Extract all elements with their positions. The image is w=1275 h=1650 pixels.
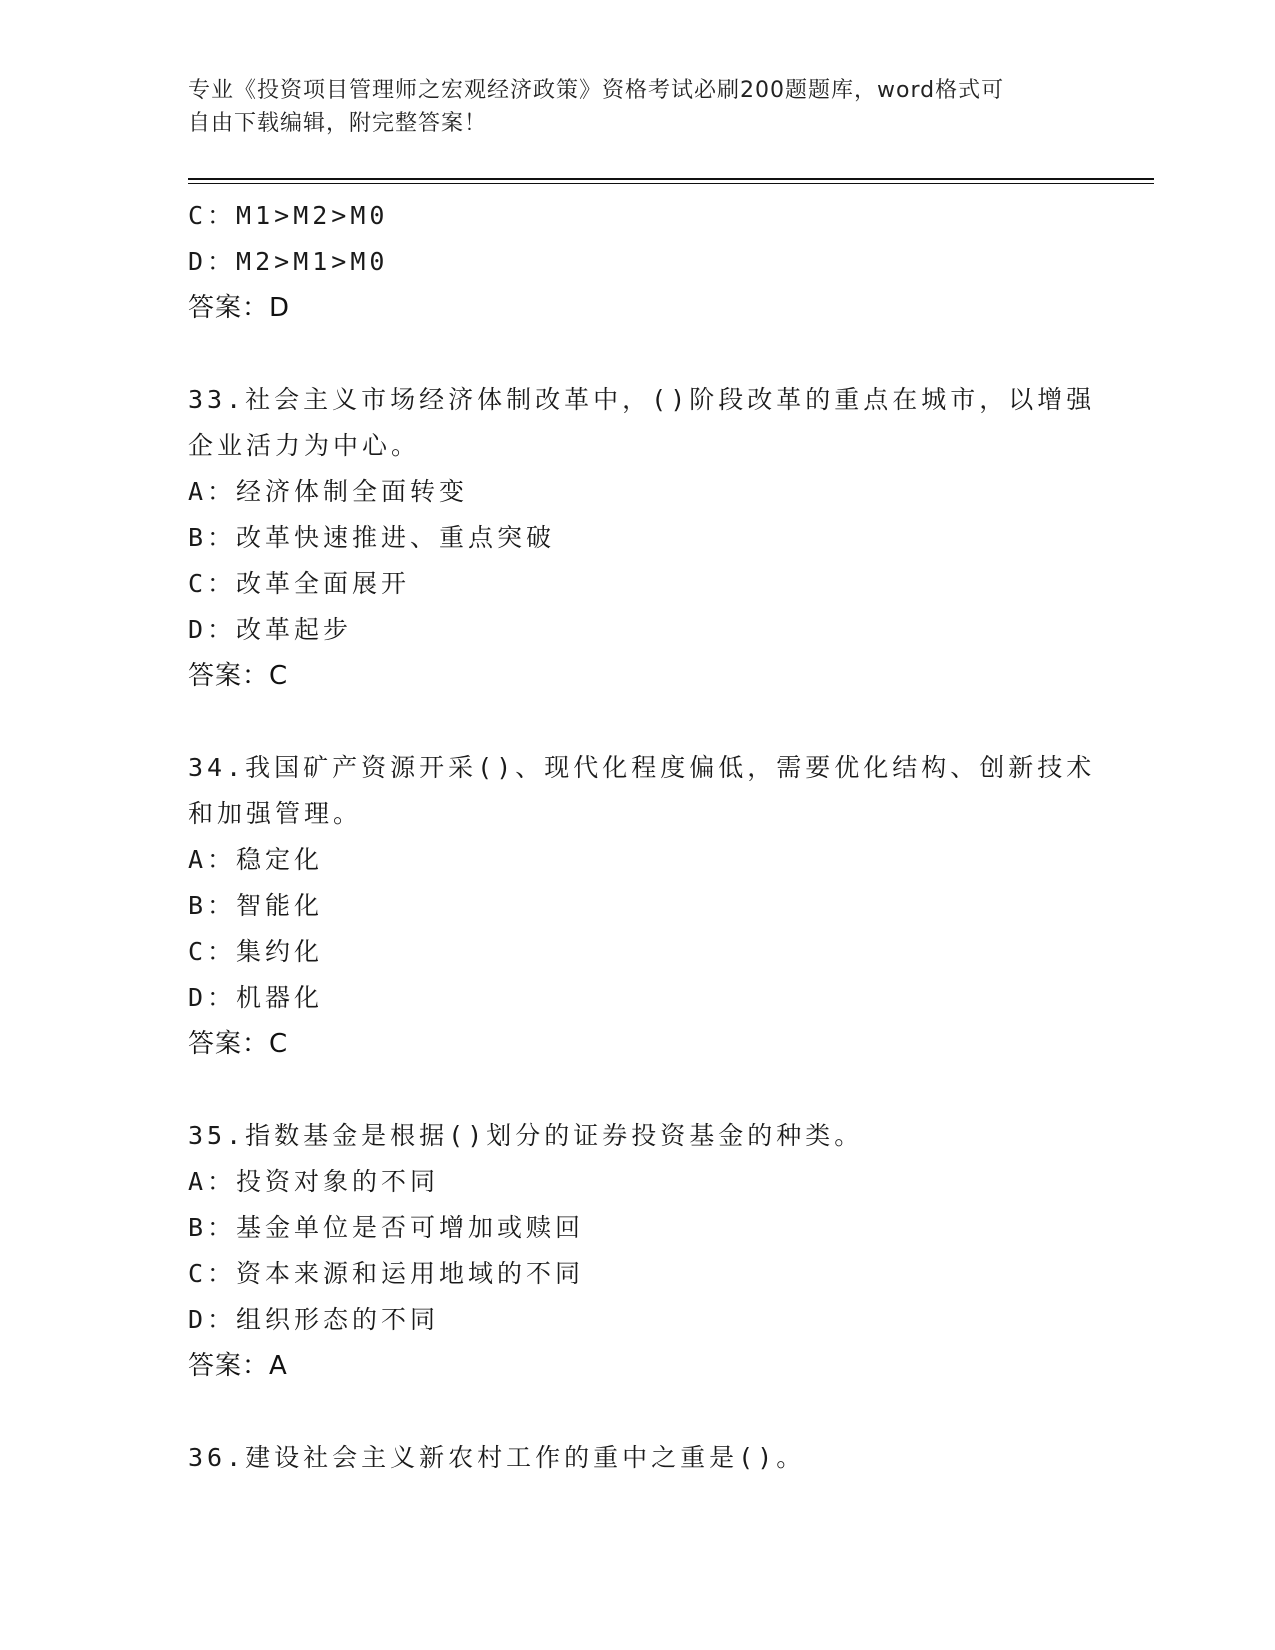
option-b: B：智能化 (188, 891, 324, 920)
question-33 (188, 377, 1096, 699)
option-d: D：机器化 (188, 983, 324, 1012)
answer-line: 答案：C (188, 661, 289, 691)
question-text-line-1: 35.指数基金是根据()划分的证券投资基金的种类。 (188, 1121, 864, 1150)
question-35 (188, 1113, 1088, 1389)
answer-line: 答案：A (188, 1351, 288, 1381)
question-34 (188, 745, 1096, 1067)
option-d: D：组织形态的不同 (188, 1305, 440, 1334)
option-a: A：稳定化 (188, 845, 324, 874)
carryover-question (188, 193, 1088, 331)
question-text-line-2: 和加强管理。 (188, 799, 363, 828)
spacer (188, 1389, 1088, 1435)
option-c: C：资本来源和运用地域的不同 (188, 1259, 585, 1288)
answer-line: 答案：D (188, 293, 291, 323)
question-text-line-1: 33.社会主义市场经济体制改革中，()阶段改革的重点在城市，以增强 (188, 385, 1096, 414)
option-d: D：改革起步 (188, 615, 353, 644)
question-text-line-2: 企业活力为中心。 (188, 431, 421, 460)
spacer (188, 699, 1088, 745)
option-b: B：基金单位是否可增加或赎回 (188, 1213, 585, 1242)
header-line-1: 专业《投资项目管理师之宏观经济政策》资格考试必刷200题题库，word格式可 (188, 78, 1005, 103)
header-line-2: 自由下载编辑，附完整答案！ (188, 111, 488, 136)
document-header (188, 74, 1068, 140)
header-rule-thick (188, 178, 1154, 180)
question-text-line-1: 36.建设社会主义新农村工作的重中之重是()。 (188, 1443, 806, 1472)
header-rule-thin (188, 183, 1154, 184)
option-c: C：M1>M2>M0 (188, 201, 389, 230)
spacer (188, 331, 1088, 377)
option-b: B：改革快速推进、重点突破 (188, 523, 556, 552)
answer-line: 答案：C (188, 1029, 289, 1059)
option-a: A：投资对象的不同 (188, 1167, 440, 1196)
question-list (188, 193, 1096, 1481)
option-c: C：集约化 (188, 937, 324, 966)
question-text-line-1: 34.我国矿产资源开采()、现代化程度偏低，需要优化结构、创新技术 (188, 753, 1096, 782)
option-a: A：经济体制全面转变 (188, 477, 469, 506)
question-36 (188, 1435, 1088, 1481)
option-c: C：改革全面展开 (188, 569, 411, 598)
spacer (188, 1067, 1088, 1113)
option-d: D：M2>M1>M0 (188, 247, 389, 276)
